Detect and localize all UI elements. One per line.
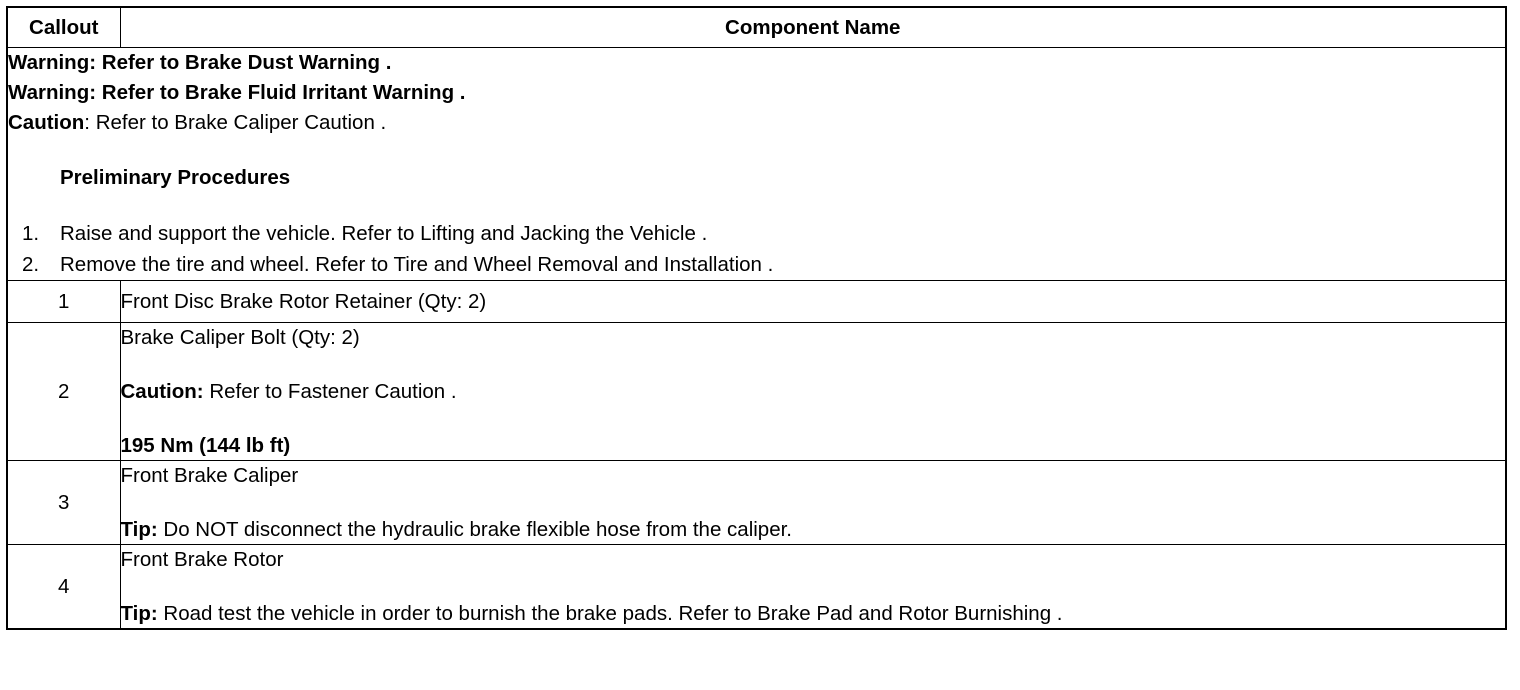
warning-text: Refer to Brake Dust Warning . — [101, 51, 392, 74]
callout-cell: 4 — [7, 545, 120, 630]
step-text: Remove the tire and wheel. Refer to Tire and Wheel Removal and Installation . — [60, 253, 774, 276]
component-cell — [120, 281, 1506, 323]
preliminary-procedures-title: Preliminary Procedures — [60, 166, 291, 189]
component-name: Front Brake Caliper — [120, 464, 299, 487]
component-note — [121, 599, 1506, 628]
component-name: Front Brake Rotor — [120, 548, 284, 571]
table-row — [7, 323, 1506, 461]
step-number: 1. — [22, 222, 40, 245]
table-row — [7, 545, 1506, 630]
component-note — [121, 515, 1506, 544]
header-component-name: Component Name — [120, 7, 1506, 48]
callout-cell: 1 — [7, 281, 120, 323]
component-cell — [120, 545, 1506, 630]
component-name: Brake Caliper Bolt (Qty: 2) — [120, 326, 360, 349]
note-text: Road test the vehicle in order to burnish the brake pads. Refer to Brake Pad and Rotor Burnishing . — [157, 602, 1063, 625]
component-name: Front Disc Brake Rotor Retainer (Qty: 2) — [120, 290, 487, 313]
header-callout: Callout — [7, 7, 120, 48]
table-row — [7, 461, 1506, 545]
caution-label: Caution — [8, 111, 85, 134]
note-label: Tip: — [120, 518, 158, 541]
caution-brake-caliper — [8, 108, 1505, 138]
warning-brake-fluid — [8, 78, 1505, 108]
component-cell — [120, 461, 1506, 545]
notes-row — [7, 48, 1506, 281]
notes-cell — [7, 48, 1506, 281]
warning-brake-dust — [8, 48, 1505, 78]
procedure-table — [6, 6, 1507, 630]
list-item — [8, 249, 1505, 280]
table-row — [7, 281, 1506, 323]
callout-cell: 2 — [7, 323, 120, 461]
torque-spec: 195 Nm (144 lb ft) — [120, 434, 291, 457]
step-number: 2. — [22, 253, 40, 276]
note-label: Tip: — [120, 602, 158, 625]
note-text: Refer to Fastener Caution . — [203, 380, 457, 403]
warning-label: Warning: — [8, 51, 97, 74]
caution-text: : Refer to Brake Caliper Caution . — [84, 111, 387, 134]
component-note — [121, 377, 1506, 406]
callout-cell: 3 — [7, 461, 120, 545]
warning-text: Refer to Brake Fluid Irritant Warning . — [101, 81, 466, 104]
step-text: Raise and support the vehicle. Refer to Lifting and Jacking the Vehicle . — [60, 222, 708, 245]
preliminary-steps — [8, 218, 1505, 280]
component-cell — [120, 323, 1506, 461]
warning-label: Warning: — [8, 81, 97, 104]
note-text: Do NOT disconnect the hydraulic brake flexible hose from the caliper. — [157, 518, 793, 541]
header-row — [7, 7, 1506, 48]
list-item — [8, 218, 1505, 249]
note-label: Caution: — [120, 380, 204, 403]
